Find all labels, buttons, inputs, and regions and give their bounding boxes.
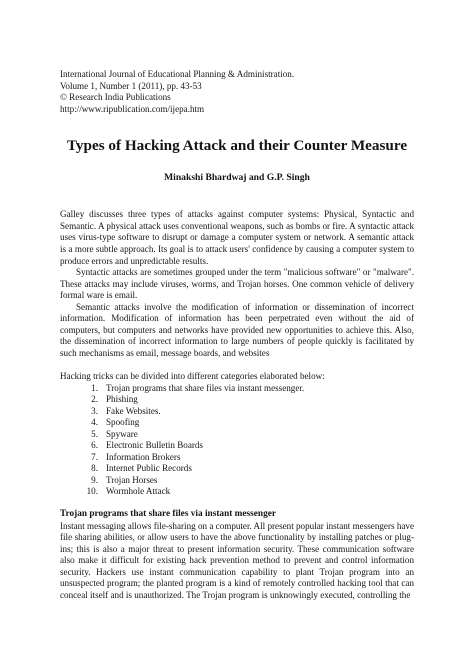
list-number: 7. <box>91 451 98 462</box>
list-item <box>60 417 414 429</box>
list-number: 6. <box>91 440 98 451</box>
journal-url: http://www.ripublication.com/ijepa.htm <box>60 103 205 114</box>
body-paragraph: Semantic attacks involve the modification of information or dissemination of incorrect information. Modification of information has been perpetrated even without the aid of computers, but computers and networks have provided new opportunities to achieve this. Also, the dissemination of incorrect information to large numbers of people quickly is facilitated by such mechanisms as email, message boards, and websites <box>60 301 414 358</box>
paragraph-gap <box>60 359 414 371</box>
list-number: 4. <box>91 417 98 428</box>
list-text: Spyware <box>106 428 138 439</box>
paper-authors: Minakshi Bhardwaj and G.P. Singh <box>164 172 310 184</box>
list-item <box>60 486 414 498</box>
list-number: 10. <box>86 486 98 497</box>
list-item <box>60 475 414 487</box>
list-item <box>60 463 414 475</box>
body-paragraph: Syntactic attacks are sometimes grouped under the term "malicious software" or "malware". These attacks may include viruses, worms, and Trojan horses. One common vehicle of delivery formal ware is email. <box>60 267 414 301</box>
list-number: 9. <box>91 474 98 485</box>
body-paragraph: Galley discusses three types of attacks against computer systems: Physical, Syntactic and Semantic. A physical attack uses conventional weapons, such as bombs or fire. A syntactic attack uses virus-type software to disrupt or damage a computer system or network. A semantic attack is a more subtle approach. Its goal is to attack users' confidence by causing a computer system to produce errors and unpredictable results. <box>60 209 414 266</box>
list-item <box>60 440 414 452</box>
list-text: Wormhole Attack <box>106 486 171 497</box>
list-text: Internet Public Records <box>106 463 192 474</box>
publisher-copyright: © Research India Publications <box>60 92 171 103</box>
section-body: Instant messaging allows file-sharing on a computer. All present popular instant messengers have file sharing abilities, or allow users to have the above functionality by installing patches or plug-ins; this is also a major threat to present information security. These communication software also make it difficult for existing hack prevention method to prevent and control information security. Hackers use instant communication capability to plant Trojan program into an unsuspected program; the planted program is a kind of remotely controlled hacking tool that can conceal itself and is unauthorized. The Trojan program is unknowingly executed, controlling the <box>60 520 414 600</box>
list-item <box>60 406 414 418</box>
journal-masthead <box>60 69 414 115</box>
list-text: Phishing <box>106 394 138 405</box>
list-item <box>60 429 414 441</box>
list-text: Trojan programs that share files via instant messenger. <box>106 382 305 393</box>
list-item <box>60 452 414 464</box>
list-number: 8. <box>91 463 98 474</box>
list-number: 1. <box>91 382 98 393</box>
journal-volume: Volume 1, Number 1 (2011), pp. 43-53 <box>60 80 202 91</box>
list-text: Fake Websites. <box>106 405 161 416</box>
section-heading: Trojan programs that share files via instant messenger <box>60 509 276 519</box>
list-number: 3. <box>91 405 98 416</box>
paper-title: Types of Hacking Attack and their Counter Measure <box>66 137 408 155</box>
list-text: Information Brokers <box>106 451 181 462</box>
list-intro: Hacking tricks can be divided into different categories elaborated below: <box>60 370 325 381</box>
journal-name: International Journal of Educational Planning & Administration. <box>60 69 295 79</box>
list-number: 5. <box>91 428 98 439</box>
list-item <box>60 394 414 406</box>
list-item <box>60 383 414 395</box>
hacking-categories-list <box>60 383 414 498</box>
list-text: Trojan Horses <box>106 474 158 485</box>
list-text: Spoofing <box>106 417 140 428</box>
list-number: 2. <box>91 394 98 405</box>
list-text: Electronic Bulletin Boards <box>106 440 203 451</box>
